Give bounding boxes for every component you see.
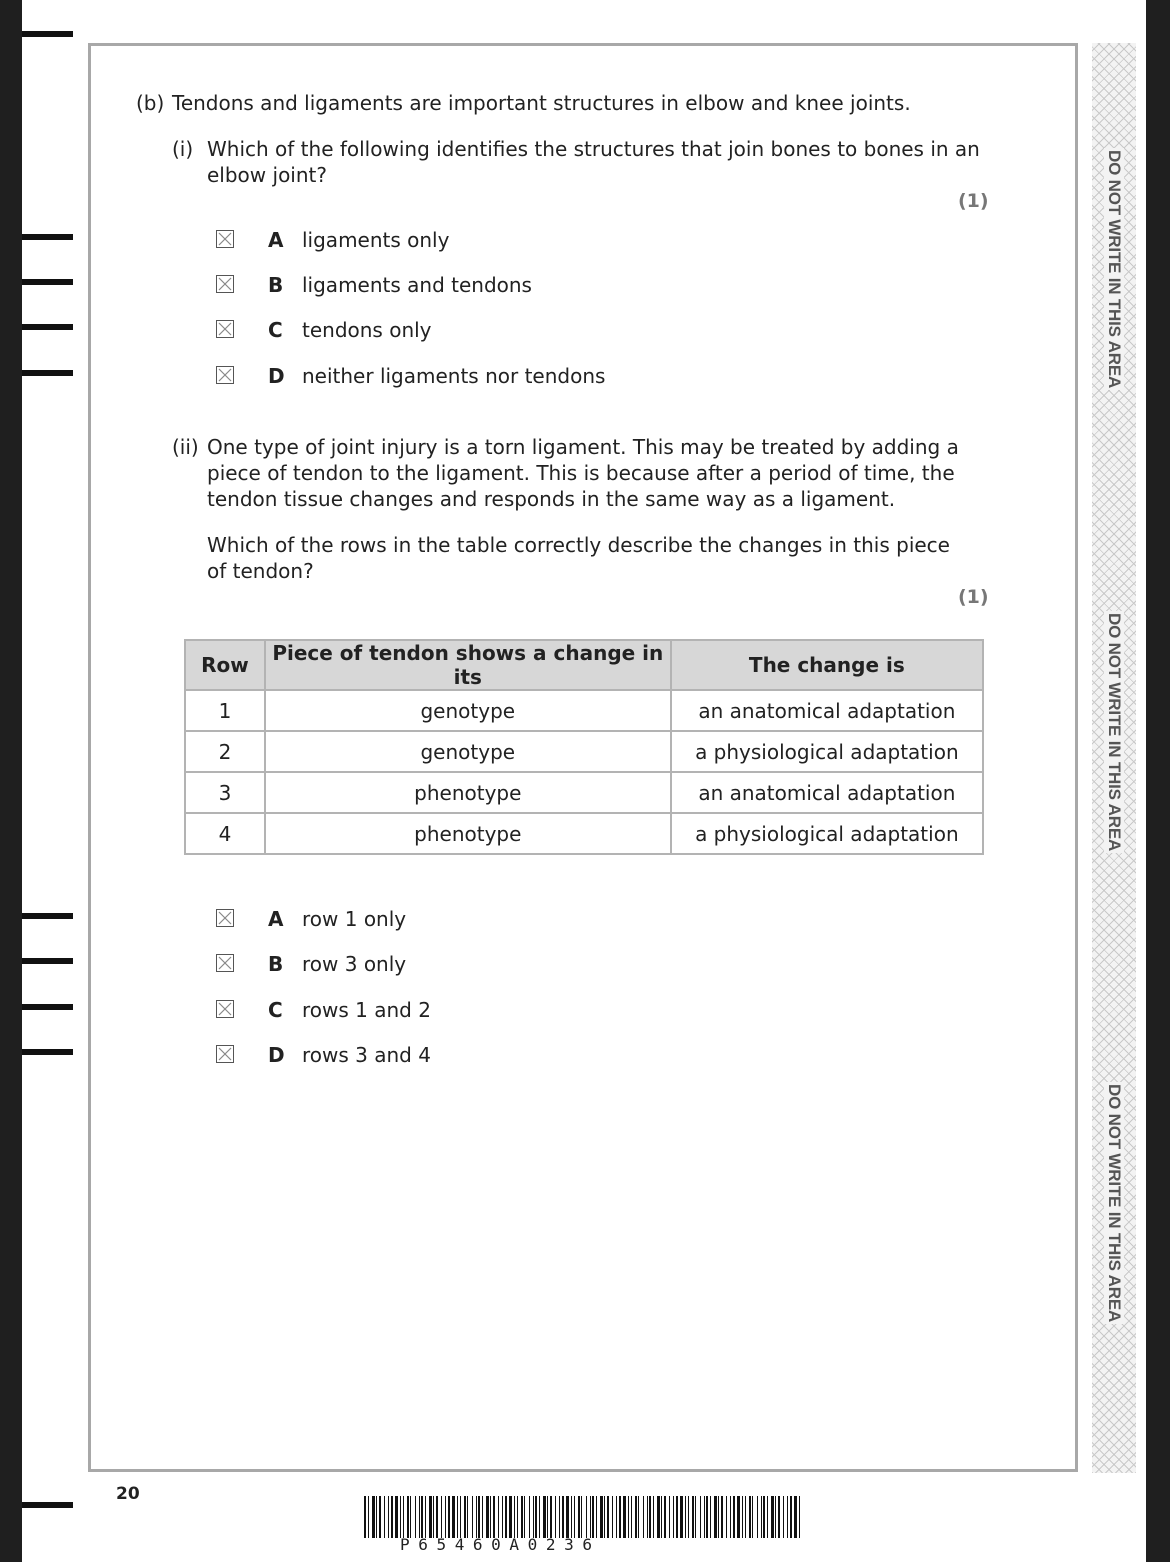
- cell-row-number: 3: [185, 772, 265, 813]
- option-text: ligaments only: [302, 228, 450, 252]
- barcode: [364, 1496, 804, 1538]
- checkbox-icon[interactable]: [216, 230, 234, 248]
- option-letter: D: [268, 364, 285, 388]
- cell-change-is: a physiological adaptation: [671, 813, 983, 854]
- margin-tick: [22, 1049, 73, 1055]
- option-letter: A: [268, 228, 284, 252]
- table-row: [185, 772, 983, 813]
- cell-row-number: 4: [185, 813, 265, 854]
- changes-table: [184, 639, 984, 855]
- option-letter: C: [268, 998, 283, 1022]
- question-b-stem: Tendons and ligaments are important structures in elbow and knee joints.: [172, 91, 911, 115]
- margin-tick: [22, 1502, 73, 1508]
- checkbox-icon[interactable]: [216, 1045, 234, 1063]
- part-ii-question-line1: Which of the rows in the table correctly describe the changes in this piece: [207, 533, 950, 557]
- part-ii-text-line1: One type of joint injury is a torn ligament. This may be treated by adding a: [207, 435, 959, 459]
- option-text: row 1 only: [302, 907, 407, 931]
- margin-tick: [22, 234, 73, 240]
- left-page-edge: [0, 0, 22, 1562]
- option-text: rows 3 and 4: [302, 1043, 431, 1067]
- margin-tick: [22, 370, 73, 376]
- checkbox-icon[interactable]: [216, 954, 234, 972]
- cell-change-in: genotype: [265, 731, 671, 772]
- barcode-text: P65460A0236: [400, 1535, 601, 1554]
- part-i-text-line1: Which of the following identifies the structures that join bones to bones in an: [207, 137, 980, 161]
- option-letter: D: [268, 1043, 285, 1067]
- option-letter: C: [268, 318, 283, 342]
- cell-row-number: 2: [185, 731, 265, 772]
- margin-tick: [22, 31, 73, 37]
- cell-change-is: a physiological adaptation: [671, 731, 983, 772]
- margin-tick: [22, 1004, 73, 1010]
- part-ii-text-line2: piece of tendon to the ligament. This is because after a period of time, the: [207, 461, 955, 485]
- header-change-is: The change is: [671, 640, 983, 690]
- part-ii-question-line2: of tendon?: [207, 559, 314, 583]
- option-text: ligaments and tendons: [302, 273, 532, 297]
- do-not-write-label: DO NOT WRITE IN THIS AREA: [1105, 1084, 1124, 1323]
- table-row: [185, 690, 983, 731]
- checkbox-icon[interactable]: [216, 1000, 234, 1018]
- header-change-in: Piece of tendon shows a change in its: [265, 640, 671, 690]
- option-text: tendons only: [302, 318, 432, 342]
- table-row: [185, 813, 983, 854]
- cell-change-in: phenotype: [265, 813, 671, 854]
- header-row: Row: [185, 640, 265, 690]
- cell-change-is: an anatomical adaptation: [671, 690, 983, 731]
- page-number: 20: [116, 1484, 140, 1504]
- option-letter: B: [268, 952, 284, 976]
- option-text: rows 1 and 2: [302, 998, 431, 1022]
- option-text: neither ligaments nor tendons: [302, 364, 606, 388]
- part-i-label: (i): [172, 137, 194, 161]
- table-header-row: [185, 640, 983, 690]
- option-letter: A: [268, 907, 284, 931]
- part-ii-text-line3: tendon tissue changes and responds in the same way as a ligament.: [207, 487, 896, 511]
- cell-change-in: genotype: [265, 690, 671, 731]
- margin-tick: [22, 958, 73, 964]
- checkbox-icon[interactable]: [216, 909, 234, 927]
- checkbox-icon[interactable]: [216, 366, 234, 384]
- checkbox-icon[interactable]: [216, 275, 234, 293]
- part-i-text-line2: elbow joint?: [207, 163, 327, 187]
- checkbox-icon[interactable]: [216, 320, 234, 338]
- margin-tick: [22, 913, 73, 919]
- cell-change-is: an anatomical adaptation: [671, 772, 983, 813]
- part-i-marks: (1): [958, 190, 989, 212]
- question-b-label: (b): [136, 91, 165, 115]
- part-ii-marks: (1): [958, 586, 989, 608]
- do-not-write-label: DO NOT WRITE IN THIS AREA: [1105, 150, 1124, 389]
- option-letter: B: [268, 273, 284, 297]
- cell-change-in: phenotype: [265, 772, 671, 813]
- margin-tick: [22, 324, 73, 330]
- do-not-write-label: DO NOT WRITE IN THIS AREA: [1105, 613, 1124, 852]
- cell-row-number: 1: [185, 690, 265, 731]
- part-ii-label: (ii): [172, 435, 199, 459]
- right-page-edge: [1146, 0, 1170, 1562]
- option-text: row 3 only: [302, 952, 407, 976]
- table-row: [185, 731, 983, 772]
- margin-tick: [22, 279, 73, 285]
